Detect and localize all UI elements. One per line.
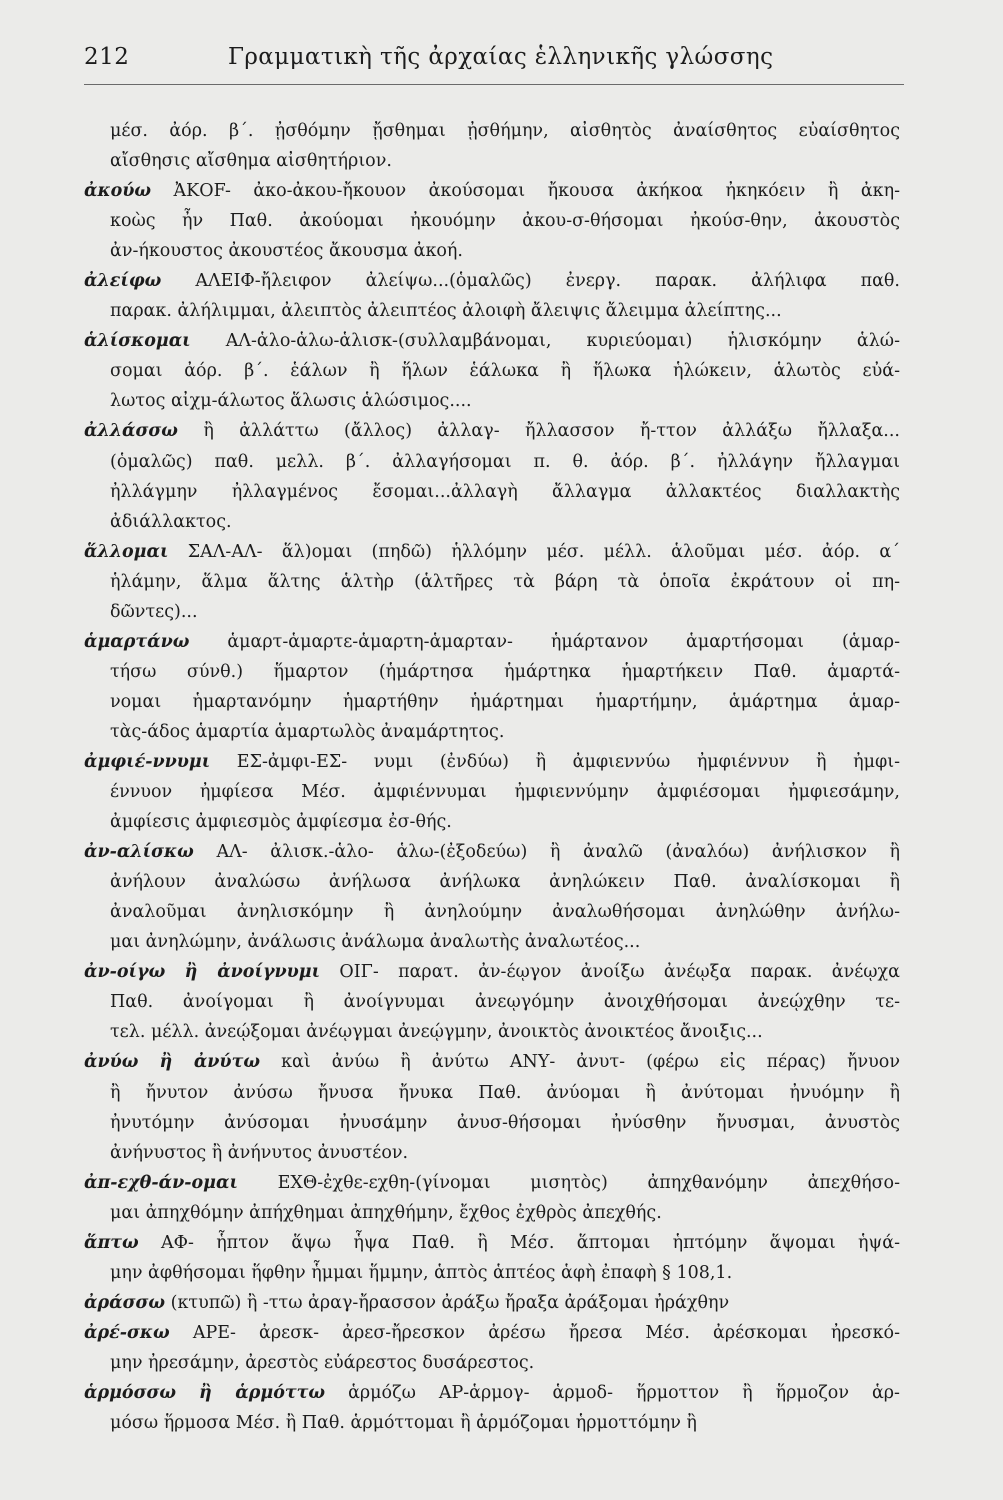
entry-text: ΑΛΕΙΦ-ἤλειφον ἀλείψω...(ὁμαλῶς) ἐνεργ. παρακ. ἀλήλιφα παθ. xyxy=(195,271,900,292)
entry-line xyxy=(84,447,900,477)
dictionary-entry xyxy=(84,1228,900,1288)
entry-text: ἡλάμην, ἅλμα ἅλτης ἁλτὴρ (ἁλτῆρες τὰ βάρη τὰ ὁποῖα ἐκράτουν οἱ πη- xyxy=(110,571,900,592)
entry-line xyxy=(84,807,900,837)
entry-text: ἢ ἀλλάττω (ἄλλος) ἀλλαγ- ἤλλασσον ἤ-ττον ἀλλάξω ἤλλαξα... xyxy=(203,421,900,442)
entry-line xyxy=(84,1017,900,1047)
entry-line xyxy=(84,1198,900,1228)
entry-text: τελ. μέλλ. ἀνεῴξομαι ἀνέῳγμαι ἀνεῴγμην, ἀνοικτὸς ἀνοικτέος ἄνοιξις... xyxy=(110,1022,763,1043)
headword-variant: ἢ ἀνύτω xyxy=(159,1052,261,1073)
entry-line xyxy=(84,1288,900,1318)
entry-text: σομαι ἀόρ. β΄. ἑάλων ἢ ἥλων ἑάλωκα ἢ ἥλωκα ἡλώκειν, ἁλωτὸς εὐά- xyxy=(110,361,900,382)
running-title: Γραμματικὴ τῆς ἀρχαίας ἑλληνικῆς γλώσσης xyxy=(228,44,774,70)
entry-text: ΣΑΛ-ΑΛ- ἅλ)ομαι (πηδῶ) ἡλλόμην μέσ. μέλλ. ἁλοῦμαι μέσ. ἀόρ. α΄ xyxy=(187,541,900,562)
entry-line xyxy=(84,1078,900,1108)
headword: ἁλίσκομαι xyxy=(84,331,191,352)
headword-variant: ἢ ἀνοίγνυμι xyxy=(184,962,321,983)
entry-text: ἀδιάλλακτος. xyxy=(110,511,232,532)
entry-text: νομαι ἡμαρτανόμην ἡμαρτήθην ἡμάρτημαι ἡμαρτήμην, ἁμάρτημα ἁμαρ- xyxy=(110,691,900,712)
entry-line xyxy=(84,236,900,266)
entry-line xyxy=(84,1318,900,1348)
entry-line xyxy=(84,1168,900,1198)
entry-text: (ὁμαλῶς) παθ. μελλ. β΄. ἀλλαγήσομαι π. θ. ἀόρ. β΄. ἠλλάγην ἤλλαγμαι xyxy=(110,451,900,472)
entry-text: ἁρμόζω ΑΡ-ἁρμογ- ἁρμοδ- ἥρμοττον ἢ ἥρμοζον ἁρ- xyxy=(348,1382,900,1403)
entry-text: ΟΙΓ- παρατ. ἀν-έῳγον ἀνοίξω ἀνέῳξα παρακ. ἀνέῳχα xyxy=(339,962,900,983)
entry-line xyxy=(84,747,900,777)
entry-text: ἠνυτόμην ἀνύσομαι ἠνυσάμην ἀνυσ-θήσομαι ἠνύσθην ἤνυσμαι, ἀνυστὸς xyxy=(110,1112,900,1133)
entry-line xyxy=(84,777,900,807)
dictionary-entry xyxy=(84,1378,900,1438)
entry-text: ΕΧΘ-ἐχθε-εχθη-(γίνομαι μισητὸς) ἀπηχθανόμην ἀπεχθήσο- xyxy=(277,1172,900,1193)
headword: ἀν-οίγω xyxy=(84,962,166,983)
page-number: 212 xyxy=(84,44,130,70)
entry-line xyxy=(84,116,900,146)
headword: ἀνύω xyxy=(84,1052,139,1073)
entry-text: ΑΛ- ἀλισκ.-ἁλο- ἁλω-(ἐξοδεύω) ἢ ἀναλῶ (ἀναλόω) ἀνήλισκον ἢ xyxy=(216,842,900,863)
entry-line xyxy=(84,957,900,987)
entry-line xyxy=(84,1138,900,1168)
dictionary-entry xyxy=(84,1318,900,1378)
entry-line xyxy=(84,1047,900,1077)
dictionary-entry xyxy=(84,957,900,1047)
entry-text: κοὼς ἦν Παθ. ἀκούομαι ἠκουόμην ἀκου-σ-θήσομαι ἠκούσ-θην, ἀκουστὸς xyxy=(110,211,900,232)
headword: ἀλείφω xyxy=(84,271,162,292)
entry-line xyxy=(84,537,900,567)
dictionary-entry xyxy=(84,1047,900,1167)
entry-line xyxy=(84,1378,900,1408)
entry-line xyxy=(84,657,900,687)
entry-line xyxy=(84,717,900,747)
dictionary-entry xyxy=(84,266,900,326)
headword: ἀν-αλίσκω xyxy=(84,842,194,863)
entry-line xyxy=(84,146,900,176)
entry-text: ἢ ἤνυτον ἀνύσω ἤνυσα ἤνυκα Παθ. ἀνύομαι ἢ ἀνύτομαι ἠνυόμην ἢ xyxy=(110,1082,900,1103)
page-header xyxy=(84,44,904,84)
entry-text: καὶ ἀνύω ἢ ἀνύτω ΑΝΥ- ἀνυτ- (φέρω εἰς πέρας) ἤνυον xyxy=(281,1052,900,1073)
entry-line xyxy=(84,416,900,446)
entry-text: λωτος αἰχμ-άλωτος ἅλωσις ἁλώσιμος.... xyxy=(110,391,472,412)
entry-line xyxy=(84,897,900,927)
entry-line xyxy=(84,867,900,897)
entry-text: ἀμφίεσις ἀμφιεσμὸς ἀμφίεσμα ἐσ-θής. xyxy=(110,812,452,833)
entry-line xyxy=(84,597,900,627)
entry-line xyxy=(84,1408,900,1438)
entry-line xyxy=(84,507,900,537)
entry-line xyxy=(84,176,900,206)
dictionary-body xyxy=(84,116,900,1438)
entry-line xyxy=(84,1108,900,1138)
entry-text: παρακ. ἀλήλιμμαι, ἀλειπτὸς ἀλειπτέος ἀλοιφὴ ἄλειψις ἄλειμμα ἀλείπτης... xyxy=(110,301,782,322)
entry-line xyxy=(84,987,900,1017)
entry-text: ἀνήλουν ἀναλώσω ἀνήλωσα ἀνήλωκα ἀνηλώκειν Παθ. ἀναλίσκομαι ἢ xyxy=(110,872,900,893)
entry-text: ἈΚΟF- ἀκο-ἀκου-ἤκουον ἀκούσομαι ἤκουσα ἀκήκοα ἠκηκόειν ἢ ἀκη- xyxy=(173,181,900,202)
entry-line xyxy=(84,837,900,867)
headword-variant: ἢ ἁρμόττω xyxy=(199,1382,326,1403)
entry-text: μόσω ἥρμοσα Μέσ. ἢ Παθ. ἁρμόττομαι ἢ ἁρμόζομαι ἡρμοττόμην ἢ xyxy=(110,1413,697,1434)
headword: ἁμαρτάνω xyxy=(84,631,190,652)
dictionary-entry xyxy=(84,176,900,266)
entry-text: αἴσθησις αἴσθημα αἰσθητήριον. xyxy=(110,151,392,172)
entry-line xyxy=(84,477,900,507)
entry-line xyxy=(84,206,900,236)
entry-text: ἁμαρτ-ἁμαρτε-ἁμαρτη-ἁμαρταν- ἡμάρτανον ἁμαρτήσομαι (ἁμαρ- xyxy=(227,631,900,652)
entry-text: μαι ἀνηλώμην, ἀνάλωσις ἀνάλωμα ἀναλωτὴς ἀναλωτέος... xyxy=(110,932,641,953)
entry-text: μέσ. ἀόρ. β΄. ᾐσθόμην ᾔσθημαι ᾐσθήμην, αἰσθητὸς ἀναίσθητος εὐαίσθητος xyxy=(110,121,900,141)
entry-text: ἀν-ήκουστος ἀκουστέος ἄκουσμα ἀκοή. xyxy=(110,241,463,262)
headword: ἀλλάσσω xyxy=(84,421,178,442)
dictionary-entry xyxy=(84,1168,900,1228)
entry-line xyxy=(84,1228,900,1258)
entry-line xyxy=(84,296,900,326)
dictionary-entry xyxy=(84,747,900,837)
entry-text: ΕΣ-ἀμφι-ΕΣ- νυμι (ἐνδύω) ἢ ἀμφιεννύω ἠμφιέννυν ἢ ἠμφι- xyxy=(236,751,900,772)
dictionary-entry xyxy=(84,537,900,627)
entry-text: ΑΦ- ἧπτον ἅψω ἧψα Παθ. ἢ Μέσ. ἅπτομαι ἡπτόμην ἅψομαι ἡψά- xyxy=(161,1232,900,1253)
entry-text: τήσω σύνθ.) ἥμαρτον (ἡμάρτησα ἡμάρτηκα ἡμαρτήκειν Παθ. ἁμαρτά- xyxy=(110,661,900,682)
entry-text: ἀνήνυστος ἢ ἀνήνυτος ἀνυστέον. xyxy=(110,1142,409,1163)
entry-text: μην ἠρεσάμην, ἀρεστὸς εὐάρεστος δυσάρεστος. xyxy=(110,1352,535,1373)
headword: ἀκούω xyxy=(84,181,152,202)
entry-line xyxy=(84,927,900,957)
entry-line xyxy=(84,567,900,597)
entry-text: δῶντες)... xyxy=(110,601,198,622)
headword: ἀπ-εχθ-άν-ομαι xyxy=(84,1172,238,1193)
entry-line xyxy=(84,1348,900,1378)
dictionary-entry xyxy=(84,326,900,416)
entry-line xyxy=(84,1258,900,1288)
headword: ἀράσσω xyxy=(84,1292,166,1313)
entry-line xyxy=(84,326,900,356)
headword: ἁρμόσσω xyxy=(84,1382,177,1403)
entry-line xyxy=(84,266,900,296)
entry-line xyxy=(84,627,900,657)
entry-text: ἀναλοῦμαι ἀνηλισκόμην ἢ ἀνηλούμην ἀναλωθήσομαι ἀνηλώθην ἀνήλω- xyxy=(110,902,900,923)
dictionary-entry xyxy=(84,627,900,747)
entry-text: τὰς-άδος ἁμαρτία ἁμαρτωλὸς ἀναμάρτητος. xyxy=(110,721,505,742)
entry-line xyxy=(84,356,900,386)
headword: ἀρέ-σκω xyxy=(84,1322,170,1343)
entry-text: έννυον ἠμφίεσα Μέσ. ἀμφιέννυμαι ἠμφιεννύμην ἀμφιέσομαι ἠμφιεσάμην, xyxy=(110,782,900,803)
headword: ἀμφιέ-ννυμι xyxy=(84,751,211,772)
dictionary-entry xyxy=(84,1288,900,1318)
entry-line xyxy=(84,687,900,717)
headword: ἅλλομαι xyxy=(84,541,169,562)
entry-text: ΑΡΕ- ἀρεσκ- ἀρεσ-ἤρεσκον ἀρέσω ἤρεσα Μέσ. ἀρέσκομαι ἠρεσκό- xyxy=(192,1322,900,1343)
headword: ἅπτω xyxy=(84,1232,139,1253)
dictionary-entry xyxy=(84,116,900,176)
entry-text: ἠλλάγμην ἠλλαγμένος ἔσομαι...ἀλλαγὴ ἄλλαγμα ἀλλακτέος διαλλακτὴς xyxy=(110,481,900,502)
entry-text: μην ἀφθήσομαι ἥφθην ἧμμαι ἥμμην, ἁπτὸς ἁπτέος ἁφὴ ἐπαφὴ § 108,1. xyxy=(110,1262,733,1283)
dictionary-entry xyxy=(84,416,900,536)
header-rule xyxy=(84,84,904,85)
entry-text: (κτυπῶ) ἢ -ττω ἀραγ-ἤρασσον ἀράξω ἤραξα ἀράξομαι ἠράχθην xyxy=(170,1292,730,1313)
entry-text: ΑΛ-ἁλο-ἁλω-ἁλισκ-(συλλαμβάνομαι, κυριεύομαι) ἡλισκόμην ἁλώ- xyxy=(225,331,900,352)
entry-text: Παθ. ἀνοίγομαι ἢ ἀνοίγνυμαι ἀνεῳγόμην ἀνοιχθήσομαι ἀνεῴχθην τε- xyxy=(110,992,900,1013)
dictionary-entry xyxy=(84,837,900,957)
entry-text: μαι ἀπηχθόμην ἀπήχθημαι ἀπηχθήμην, ἔχθος ἐχθρὸς ἀπεχθής. xyxy=(110,1202,662,1223)
entry-line xyxy=(84,386,900,416)
